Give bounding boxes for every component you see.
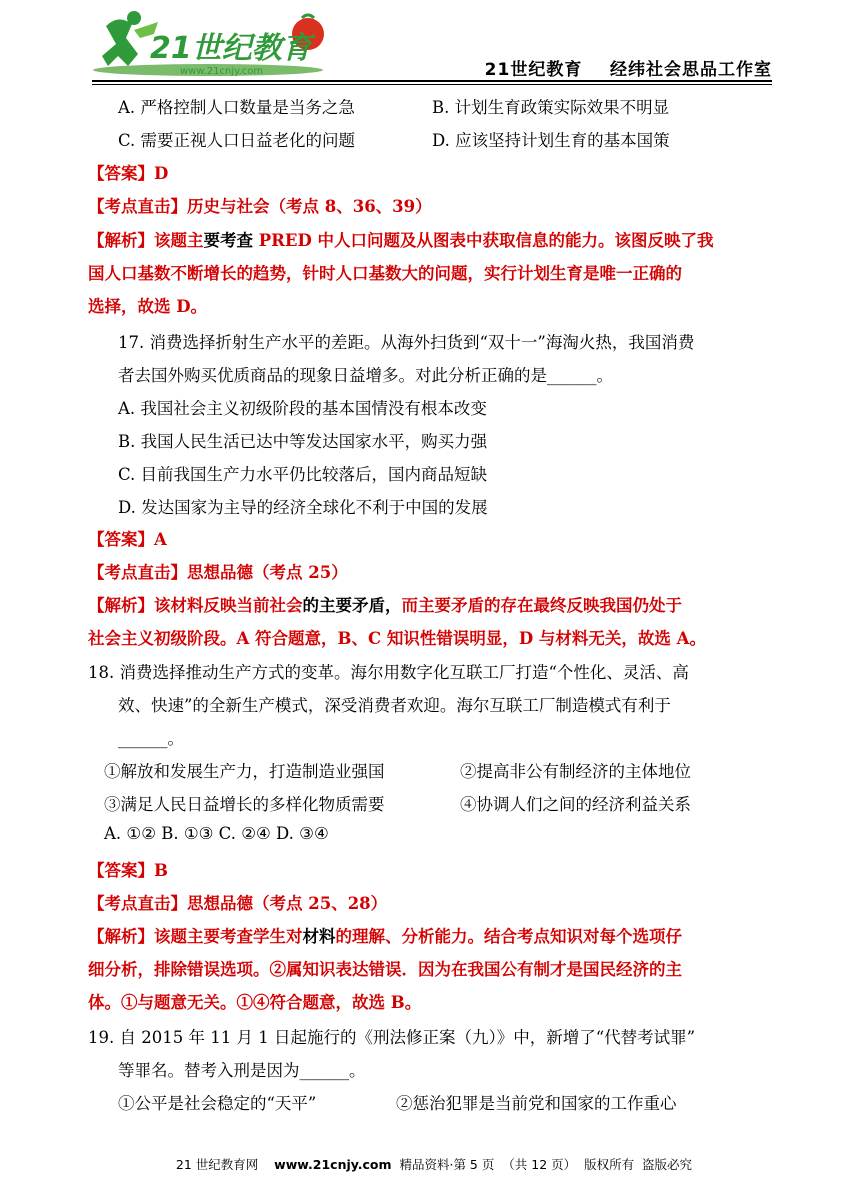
q18-item-2: ②提高非公有制经济的主体地位 (460, 762, 691, 781)
q17-option-d: D. 发达国家为主导的经济全球化不利于中国的发展 (118, 498, 488, 517)
page-footer (0, 1140, 860, 1173)
key-points-label: 【考点直击】 (88, 563, 187, 582)
q18-stem-line-1: 18. 消费选择推动生产方式的变革。海尔用数字化互联工厂打造“个性化、灵活、高 (88, 663, 689, 682)
q18-analysis-line-1 (88, 923, 682, 947)
logo (88, 8, 348, 80)
q19-item-1: ①公平是社会稳定的“天平” (118, 1094, 317, 1113)
q19-item-2: ②惩治犯罪是当前党和国家的工作重心 (396, 1094, 677, 1113)
q18-answer (88, 857, 168, 881)
q18-item-1: ①解放和发展生产力，打造制造业强国 (104, 762, 385, 781)
answer-value: B (154, 861, 168, 880)
key-points-value: 思想品德（考点 25、28） (187, 894, 388, 913)
q18-choices: A. ①② B. ①③ C. ②④ D. ③④ (104, 824, 329, 843)
q16-analysis-line-2: 国人口基数不断增长的趋势，针时人口基数大的问题，实行计划生育是唯一正确的 (88, 264, 682, 283)
key-points-value: 历史与社会（考点 8、36、39） (187, 197, 432, 216)
answer-label: 【答案】 (88, 164, 154, 183)
q16-analysis-line-3: 选择，故选 D。 (88, 297, 208, 316)
analysis-text: 该材料反映当前社会 (154, 596, 303, 615)
answer-value: D (154, 164, 169, 183)
answer-label: 【答案】 (88, 861, 154, 880)
header-divider (92, 80, 772, 85)
analysis-text: 而主要矛盾的存在最终反映我国仍处于 (401, 596, 682, 615)
page-header (0, 0, 860, 82)
key-points-label: 【考点直击】 (88, 894, 187, 913)
logo-graphic (88, 8, 348, 80)
q16-option-a: A. 严格控制人口数量是当务之急 (118, 98, 355, 117)
analysis-text: 材料 (302, 927, 336, 946)
q19-stem-line-2: 等罪名。替考入刑是因为______。 (118, 1061, 366, 1080)
q17-stem-line-2: 者去国外购买优质商品的现象日益增多。对此分析正确的是______。 (118, 366, 613, 385)
footer-url[interactable]: www.21cnjy.com (274, 1157, 392, 1172)
q17-answer (88, 526, 167, 550)
answer-value: A (154, 530, 167, 549)
key-points-value: 思想品德（考点 25） (187, 563, 348, 582)
footer-page-info: 精品资料·第 5 页 （共 12 页） 版权所有 盗版必究 (399, 1157, 693, 1172)
answer-label: 【答案】 (88, 530, 154, 549)
q18-item-4: ④协调人们之间的经济利益关系 (460, 795, 691, 814)
analysis-text: PRED 中人口问题及从图表中获取信息的能力。该图反映了我 (253, 231, 714, 250)
q18-stem-line-3: ______。 (118, 729, 184, 748)
q18-key-points (88, 890, 387, 914)
q17-option-c: C. 目前我国生产力水平仍比较落后，国内商品短缺 (118, 465, 488, 484)
q17-option-a: A. 我国社会主义初级阶段的基本国情没有根本改变 (118, 399, 487, 418)
q16-key-points (88, 193, 432, 217)
q17-option-b: B. 我国人民生活已达中等发达国家水平，购买力强 (118, 432, 488, 451)
q16-analysis-line-1 (88, 227, 714, 251)
q18-item-3: ③满足人民日益增长的多样化物质需要 (104, 795, 385, 814)
svg-text:21世纪教育: 21世纪教育 (150, 31, 312, 66)
q17-stem-line-1: 17. 消费选择折射生产水平的差距。从海外扫货到“双十一”海淘火热，我国消费 (118, 333, 695, 352)
analysis-label: 【解析】 (88, 231, 154, 250)
q17-analysis-line-2: 社会主义初级阶段。A 符合题意，B、C 知识性错误明显，D 与材料无关，故选 A。 (88, 629, 706, 648)
analysis-text: 该题主 (154, 231, 204, 250)
analysis-text: 的主要矛盾， (302, 596, 402, 615)
header-title: 21世纪教育 经纬社会思品工作室 (484, 60, 772, 80)
key-points-label: 【考点直击】 (88, 197, 187, 216)
svg-text:www.21cnjy.com: www.21cnjy.com (180, 66, 264, 77)
analysis-text: 要考查 (203, 231, 253, 250)
q16-option-b: B. 计划生育政策实际效果不明显 (432, 98, 670, 117)
footer-site: 21 世纪教育网 (175, 1157, 259, 1172)
analysis-text: 该题主要考查学生对 (154, 927, 303, 946)
q18-analysis-line-3: 体。①与题意无关。①④符合题意，故选 B。 (88, 993, 422, 1012)
q16-option-c: C. 需要正视人口日益老化的问题 (118, 131, 356, 150)
analysis-text: 的理解、分析能力。结合考点知识对每个选项仔 (335, 927, 682, 946)
q17-analysis-line-1 (88, 592, 682, 616)
analysis-label: 【解析】 (88, 596, 154, 615)
q16-answer (88, 160, 168, 184)
q17-key-points (88, 559, 348, 583)
q18-analysis-line-2: 细分析，排除错误选项。②属知识表达错误．因为在我国公有制才是国民经济的主 (88, 960, 682, 979)
q18-stem-line-2: 效、快速”的全新生产模式，深受消费者欢迎。海尔互联工厂制造模式有利于 (118, 696, 671, 715)
q19-stem-line-1: 19. 自 2015 年 11 月 1 日起施行的《刑法修正案（九）》中，新增了“代替考试罪” (88, 1028, 696, 1047)
analysis-label: 【解析】 (88, 927, 154, 946)
q16-option-d: D. 应该坚持计划生育的基本国策 (432, 131, 670, 150)
